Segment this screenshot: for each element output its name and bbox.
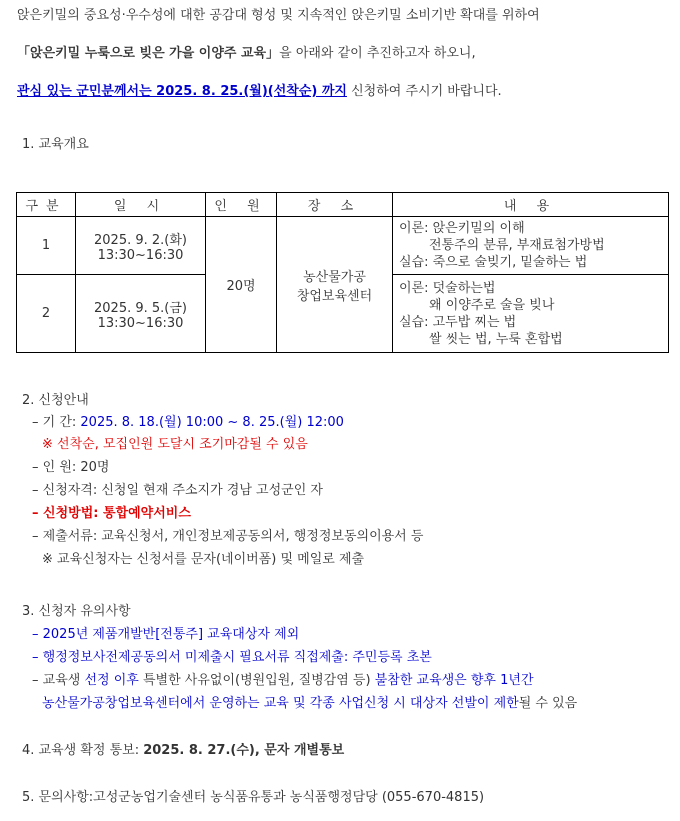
table-header-row bbox=[17, 193, 669, 217]
capacity-cell: 20명 bbox=[206, 217, 277, 353]
intro-line-2: 「앉은키밀 누룩으로 빚은 가을 이양주 교육」을 아래와 같이 추진하고자 하오니, bbox=[17, 46, 476, 61]
application-method: – 신청방법: 통합예약서비스 bbox=[32, 506, 191, 521]
header-capacity: 인 원 bbox=[206, 193, 277, 217]
early-close-note: ※ 선착순, 모집인원 도달시 조기마감될 수 있음 bbox=[42, 437, 308, 452]
header-place: 장 소 bbox=[277, 193, 393, 217]
table-row bbox=[17, 217, 669, 275]
application-qualification: – 신청자격: 신청일 현재 주소지가 경남 고성군인 자 bbox=[32, 483, 323, 498]
section-2-title: 2. 신청안내 bbox=[22, 393, 89, 408]
caution-item-3-continued: 농산물가공창업보육센터에서 운영하는 교육 및 각종 사업신청 시 대상자 선발이 제한될 수 있음 bbox=[42, 696, 578, 711]
apply-deadline: 관심 있는 군민분께서는 2025. 8. 25.(월)(선착순) 까지 bbox=[17, 84, 347, 99]
application-period: – 기 간: 2025. 8. 18.(월) 10:00 ~ 8. 25.(월) 12:00 bbox=[32, 415, 344, 430]
application-documents: – 제출서류: 교육신청서, 개인정보제공동의서, 행정정보동의이용서 등 bbox=[32, 529, 424, 544]
intro-line-3: 관심 있는 군민분께서는 2025. 8. 25.(월)(선착순) 까지 신청하여 주시기 바랍니다. bbox=[17, 84, 502, 99]
documents-note: ※ 교육신청자는 신청서를 문자(네이버폼) 및 메일로 제출 bbox=[42, 552, 365, 567]
row-number: 1 bbox=[17, 217, 76, 275]
education-overview-table bbox=[16, 192, 669, 353]
caution-item-3: – 교육생 선정 이후 특별한 사유없이(병원입원, 질병감염 등) 불참한 교육생은 향후 1년간 bbox=[32, 673, 534, 688]
row-number: 2 bbox=[17, 275, 76, 353]
row-datetime: 2025. 9. 5.(금) 13:30~16:30 bbox=[76, 275, 206, 353]
header-content: 내 용 bbox=[393, 193, 669, 217]
header-datetime: 일 시 bbox=[76, 193, 206, 217]
place-cell: 농산물가공 창업보육센터 bbox=[277, 217, 393, 353]
caution-item-2: – 행정정보사전제공동의서 미제출시 필요서류 직접제출: 주민등록 초본 bbox=[32, 650, 432, 665]
intro-line-1: 앉은키밀의 중요성·우수성에 대한 공감대 형성 및 지속적인 앉은키밀 소비기반 확대를 위하여 bbox=[17, 8, 540, 23]
course-title: 「앉은키밀 누룩으로 빚은 가을 이양주 교육」 bbox=[17, 46, 280, 61]
row-content: 이론: 덧술하는법 왜 이양주로 술을 빚나 실습: 고두밥 찌는 법 쌀 씻는 법, 누룩 혼합법 bbox=[393, 275, 669, 353]
section-5-contact: 5. 문의사항:고성군농업기술센터 농식품유통과 농식품행정담당 (055-670-4815) bbox=[22, 790, 485, 805]
row-content: 이론: 앉은키밀의 이해 전통주의 분류, 부재료첨가방법 실습: 죽으로 술빚기, 밑술하는 법 bbox=[393, 217, 669, 275]
row-datetime: 2025. 9. 2.(화) 13:30~16:30 bbox=[76, 217, 206, 275]
section-4-confirmation: 4. 교육생 확정 통보: 2025. 8. 27.(수), 문자 개별통보 bbox=[22, 743, 345, 758]
caution-item-1: – 2025년 제품개발반[전통주] 교육대상자 제외 bbox=[32, 627, 300, 642]
application-capacity: – 인 원: 20명 bbox=[32, 460, 110, 475]
section-3-title: 3. 신청자 유의사항 bbox=[22, 604, 131, 619]
header-category: 구분 bbox=[17, 193, 76, 217]
section-1-title: 1. 교육개요 bbox=[22, 137, 89, 152]
